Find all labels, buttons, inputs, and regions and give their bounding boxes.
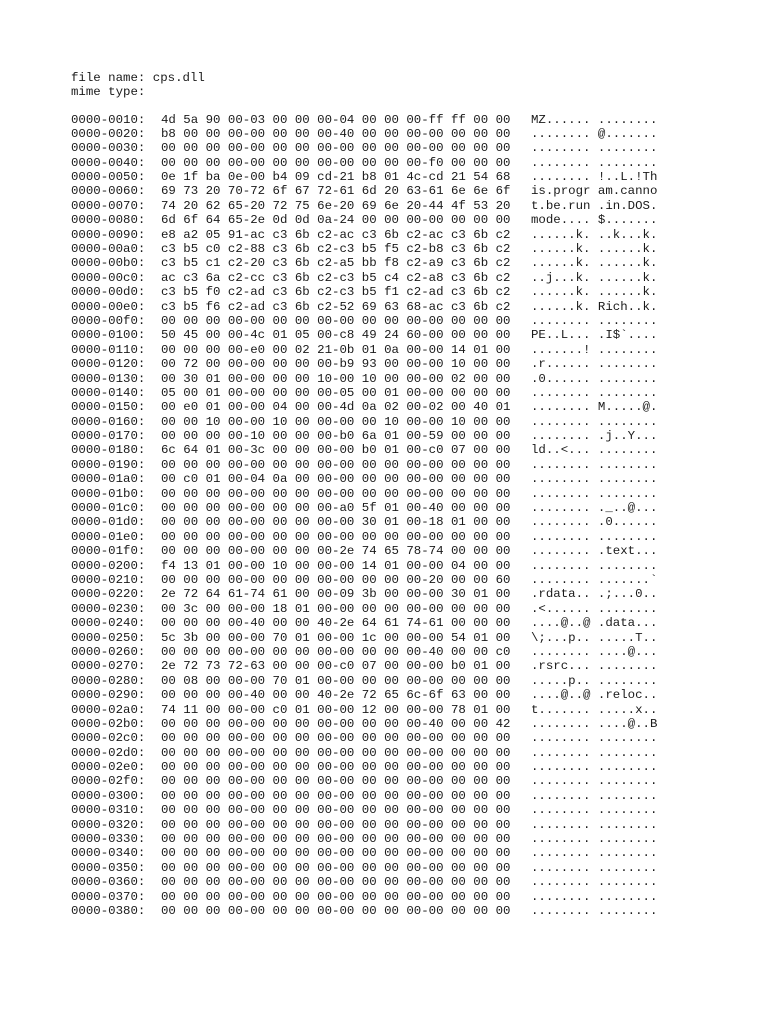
hex-offset: 0000-0180:: [71, 443, 146, 458]
hex-offset: 0000-0290:: [71, 688, 146, 703]
hex-row: [71, 271, 671, 285]
hex-row: [71, 631, 671, 645]
hex-bytes: 00 00 00 00-00 00 00 00-00 00 00 00-00 00 00 00: [161, 486, 511, 501]
hex-bytes: 00 00 00 00-00 00 00 00-00 30 01 00-18 01 00 00: [161, 515, 511, 530]
ascii-text: ........ ....@..B: [531, 716, 658, 731]
hex-row: [71, 616, 671, 630]
hex-bytes: 74 20 62 65-20 72 75 6e-20 69 6e 20-44 4f 53 20: [161, 198, 511, 213]
ascii-text: ........ ........: [531, 529, 658, 544]
hex-bytes: 00 00 00 00-00 00 00 00-00 00 00 00-00 00 00 00: [161, 875, 511, 890]
hex-offset: 0000-0010:: [71, 112, 146, 127]
hex-row: [71, 199, 671, 213]
hex-bytes: 00 00 00 00-00 00 00 00-00 00 00 00-00 00 00 00: [161, 457, 511, 472]
hex-row: [71, 875, 671, 889]
ascii-text: .r...... ........: [531, 357, 658, 372]
hex-bytes: 00 00 00 00-00 00 00 00-00 00 00 00-00 00 00 00: [161, 817, 511, 832]
ascii-text: ......k. ......k.: [531, 242, 658, 257]
ascii-text: ........ ........: [531, 155, 658, 170]
ascii-text: ........ ........: [531, 141, 658, 156]
hex-row: [71, 285, 671, 299]
hex-bytes: 50 45 00 00-4c 01 05 00-c8 49 24 60-00 00 00 00: [161, 328, 511, 343]
ascii-text: ........ ........: [531, 745, 658, 760]
hex-offset: 0000-0060:: [71, 184, 146, 199]
hex-bytes: 00 00 00 00-00 00 00 00-00 00 00 00-00 00 00 00: [161, 313, 511, 328]
ascii-text: .....p.. ........: [531, 673, 658, 688]
hex-bytes: 6d 6f 64 65-2e 0d 0d 0a-24 00 00 00-00 00 00 00: [161, 213, 511, 228]
hex-row: [71, 544, 671, 558]
ascii-text: ........ .0......: [531, 515, 658, 530]
hex-bytes: 00 00 00 00-00 00 00 00-00 00 00 00-00 00 00 00: [161, 903, 511, 918]
ascii-text: ........ .......`: [531, 573, 658, 587]
hex-offset: 0000-0300:: [71, 788, 146, 803]
hex-bytes: 00 00 00 00-00 00 00 00-00 00 00 00-00 00 00 00: [161, 745, 511, 760]
ascii-text: ........ @.......: [531, 126, 658, 141]
hex-bytes: 00 00 00 00-00 00 00 00-00 00 00 00-00 00 00 00: [161, 774, 511, 789]
ascii-text: ........ .j..Y...: [531, 429, 658, 444]
hex-row: [71, 703, 671, 717]
ascii-text: t.be.run .in.DOS.: [531, 198, 658, 213]
hex-row: [71, 300, 671, 314]
hex-offset: 0000-02e0:: [71, 760, 146, 775]
hex-row: [71, 832, 671, 846]
ascii-text: ........ ........: [531, 817, 658, 832]
hex-offset: 0000-0110:: [71, 342, 146, 357]
hex-offset: 0000-0220:: [71, 587, 146, 602]
ascii-text: ........ ........: [531, 313, 658, 328]
hex-bytes: 69 73 20 70-72 6f 67 72-61 6d 20 63-61 6e 6e 6f: [161, 184, 511, 199]
hex-row: [71, 904, 671, 918]
ascii-text: ........ ........: [531, 414, 658, 429]
ascii-text: ........ ........: [531, 803, 658, 818]
hex-row: [71, 587, 671, 601]
hex-row: [71, 861, 671, 875]
hex-offset: 0000-0090:: [71, 227, 146, 242]
hex-row: [71, 156, 671, 170]
hex-bytes: 00 00 00 00-40 00 00 40-2e 64 61 74-61 00 00 00: [161, 616, 511, 631]
hex-bytes: c3 b5 c0 c2-88 c3 6b c2-c3 b5 f5 c2-b8 c3 6b c2: [161, 242, 511, 257]
hex-row: [71, 415, 671, 429]
ascii-text: ......k. Rich..k.: [531, 299, 658, 314]
hex-row: [71, 717, 671, 731]
hex-row: [71, 184, 671, 198]
hex-row: [71, 688, 671, 702]
ascii-text: ........ ........: [531, 846, 658, 861]
hex-offset: 0000-0320:: [71, 817, 146, 832]
hex-row: [71, 113, 671, 127]
hex-offset: 0000-0140:: [71, 385, 146, 400]
ascii-text: ....@..@ .reloc..: [531, 688, 658, 703]
hex-row: [71, 846, 671, 860]
header-spacer: [71, 99, 671, 113]
hex-row: [71, 386, 671, 400]
hex-offset: 0000-02d0:: [71, 745, 146, 760]
hex-bytes: c3 b5 c1 c2-20 c3 6b c2-a5 bb f8 c2-a9 c3 6b c2: [161, 256, 511, 271]
ascii-text: ........ ........: [531, 832, 658, 847]
hex-offset: 0000-0230:: [71, 601, 146, 616]
hex-offset: 0000-01b0:: [71, 486, 146, 501]
hex-bytes: 00 00 00 00-40 00 00 40-2e 72 65 6c-6f 63 00 00: [161, 688, 511, 703]
ascii-text: .rsrc... ........: [531, 659, 658, 674]
hex-row: [71, 343, 671, 357]
hex-row: [71, 818, 671, 832]
hex-bytes: 00 e0 01 00-00 04 00 00-4d 0a 02 00-02 00 40 01: [161, 400, 511, 415]
hex-bytes: 00 00 00 00-00 00 00 00-2e 74 65 78-74 00 00 00: [161, 544, 511, 559]
hex-bytes: 00 00 00 00-00 00 00 00-00 00 00 00-00 00 00 00: [161, 860, 511, 875]
ascii-text: .......! ........: [531, 342, 658, 357]
hex-offset: 0000-02a0:: [71, 702, 146, 717]
hex-bytes: 00 00 00 00-00 00 00 00-00 00 00 00-00 00 00 00: [161, 788, 511, 803]
hex-row: [71, 674, 671, 688]
hex-row: [71, 357, 671, 371]
hex-row: [71, 746, 671, 760]
ascii-text: ........ ........: [531, 486, 658, 501]
hex-row: [71, 803, 671, 817]
hex-offset: 0000-02b0:: [71, 716, 146, 731]
hex-bytes: 00 00 00 00-00 00 00 00-00 00 00 00-00 00 00 00: [161, 889, 511, 904]
hex-offset: 0000-0310:: [71, 803, 146, 818]
hex-offset: 0000-0330:: [71, 832, 146, 847]
hex-row: [71, 472, 671, 486]
hex-bytes: 00 72 00 00-00 00 00 00-b9 93 00 00-00 10 00 00: [161, 357, 511, 372]
hex-bytes: 00 00 00 00-00 00 00 00-00 00 00 00-00 00 00 00: [161, 760, 511, 775]
ascii-text: ........ ........: [531, 385, 658, 400]
hex-offset: 0000-0080:: [71, 213, 146, 228]
ascii-text: \;...p.. .....T..: [531, 630, 658, 645]
ascii-text: ........ ........: [531, 457, 658, 472]
hex-bytes: 00 3c 00 00-00 18 01 00-00 00 00 00-00 00 00 00: [161, 601, 511, 616]
hex-row: [71, 645, 671, 659]
hex-offset: 0000-0280:: [71, 673, 146, 688]
hex-row: [71, 458, 671, 472]
hex-row: [71, 515, 671, 529]
hex-offset: 0000-0050:: [71, 170, 146, 185]
hex-row: [71, 242, 671, 256]
hex-row: [71, 573, 671, 587]
hex-bytes: ac c3 6a c2-cc c3 6b c2-c3 b5 c4 c2-a8 c3 6b c2: [161, 270, 511, 285]
hex-offset: 0000-0260:: [71, 644, 146, 659]
hex-offset: 0000-0270:: [71, 659, 146, 674]
ascii-text: t....... .....x..: [531, 702, 658, 717]
hex-row: [71, 372, 671, 386]
hex-offset: 0000-0150:: [71, 400, 146, 415]
hex-offset: 0000-01f0:: [71, 544, 146, 559]
ascii-text: .<...... ........: [531, 601, 658, 616]
hex-bytes: 00 00 00 00-00 00 00 00-00 00 00 00-00 00 00 00: [161, 731, 511, 746]
ascii-text: ........ ........: [531, 875, 658, 890]
hex-bytes: 00 00 00 00-00 00 00 00-00 00 00 00-00 00 00 00: [161, 803, 511, 818]
hex-offset: 0000-00e0:: [71, 299, 146, 314]
hex-offset: 0000-0340:: [71, 846, 146, 861]
hex-bytes: 00 00 00 00-00 00 00 00-a0 5f 01 00-40 00 00 00: [161, 501, 511, 516]
hex-offset: 0000-0130:: [71, 371, 146, 386]
hex-row: [71, 559, 671, 573]
hex-offset: 0000-0370:: [71, 889, 146, 904]
hex-dump: [71, 113, 671, 919]
ascii-text: .rdata.. .;...0..: [531, 587, 658, 602]
hex-bytes: 00 00 00 00-00 00 00 00-00 00 00 00-f0 00 00 00: [161, 155, 511, 170]
ascii-text: MZ...... ........: [531, 112, 658, 127]
hex-offset: 0000-0020:: [71, 126, 146, 141]
hex-dump-document: [71, 72, 671, 918]
hex-offset: 0000-0160:: [71, 414, 146, 429]
ascii-text: ........ !..L.!Th: [531, 170, 658, 185]
hex-offset: 0000-02f0:: [71, 774, 146, 789]
hex-row: [71, 789, 671, 803]
hex-row: [71, 760, 671, 774]
hex-offset: 0000-01a0:: [71, 472, 146, 487]
hex-offset: 0000-00b0:: [71, 256, 146, 271]
ascii-text: ........ ........: [531, 760, 658, 775]
hex-bytes: b8 00 00 00-00 00 00 00-40 00 00 00-00 00 00 00: [161, 126, 511, 141]
hex-bytes: 00 c0 01 00-04 0a 00 00-00 00 00 00-00 00 00 00: [161, 472, 511, 487]
ascii-text: ........ ........: [531, 788, 658, 803]
ascii-text: ........ ........: [531, 860, 658, 875]
ascii-text: ......k. ......k.: [531, 285, 658, 300]
hex-bytes: 74 11 00 00-00 c0 01 00-00 12 00 00-00 78 01 00: [161, 702, 511, 717]
hex-row: [71, 400, 671, 414]
hex-bytes: 00 00 10 00-00 10 00 00-00 00 10 00-00 10 00 00: [161, 414, 511, 429]
hex-row: [71, 487, 671, 501]
hex-offset: 0000-01e0:: [71, 529, 146, 544]
hex-row: [71, 328, 671, 342]
ascii-text: ..j...k. ......k.: [531, 270, 658, 285]
hex-bytes: c3 b5 f6 c2-ad c3 6b c2-52 69 63 68-ac c3 6b c2: [161, 299, 511, 314]
hex-row: [71, 602, 671, 616]
hex-bytes: 5c 3b 00 00-00 70 01 00-00 1c 00 00-00 54 01 00: [161, 630, 511, 645]
hex-bytes: 6c 64 01 00-3c 00 00 00-00 b0 01 00-c0 07 00 00: [161, 443, 511, 458]
hex-bytes: 00 00 00 00-10 00 00 00-b0 6a 01 00-59 00 00 00: [161, 429, 511, 444]
hex-bytes: e8 a2 05 91-ac c3 6b c2-ac c3 6b c2-ac c3 6b c2: [161, 227, 511, 242]
hex-bytes: 00 00 00 00-00 00 00 00-00 00 00 00-00 00 00 00: [161, 832, 511, 847]
hex-offset: 0000-01d0:: [71, 515, 146, 530]
hex-bytes: 4d 5a 90 00-03 00 00 00-04 00 00 00-ff ff 00 00: [161, 112, 511, 127]
hex-bytes: 2e 72 73 72-63 00 00 00-c0 07 00 00-00 b0 01 00: [161, 659, 511, 674]
hex-offset: 0000-0360:: [71, 875, 146, 890]
hex-row: [71, 890, 671, 904]
hex-bytes: 05 00 01 00-00 00 00 00-05 00 01 00-00 00 00 00: [161, 385, 511, 400]
hex-bytes: 00 00 00 00-00 00 00 00-00 00 00 00-20 00 00 60: [161, 573, 511, 587]
ascii-text: ......k. ..k...k.: [531, 227, 658, 242]
hex-offset: 0000-0030:: [71, 141, 146, 156]
hex-offset: 0000-0380:: [71, 903, 146, 918]
hex-offset: 0000-0240:: [71, 616, 146, 631]
ascii-text: ....@..@ .data...: [531, 616, 658, 631]
file-name-value: cps.dll: [152, 71, 205, 85]
ascii-text: ........ .text...: [531, 544, 658, 559]
hex-offset: 0000-0250:: [71, 630, 146, 645]
ascii-text: .0...... ........: [531, 371, 658, 386]
hex-bytes: c3 b5 f0 c2-ad c3 6b c2-c3 b5 f1 c2-ad c3 6b c2: [161, 285, 511, 300]
hex-row: [71, 731, 671, 745]
ascii-text: ........ ........: [531, 731, 658, 746]
hex-offset: 0000-00c0:: [71, 270, 146, 285]
file-name-label: file name:: [71, 71, 146, 85]
ascii-text: ........ ....@...: [531, 644, 658, 659]
hex-row: [71, 530, 671, 544]
hex-bytes: 00 00 00 00-00 00 00 00-00 00 00 00-00 00 00 00: [161, 529, 511, 544]
hex-bytes: 00 00 00 00-00 00 00 00-00 00 00 00-40 00 00 c0: [161, 644, 511, 659]
ascii-text: PE..L... .I$`....: [531, 328, 658, 343]
hex-bytes: 00 00 00 00-e0 00 02 21-0b 01 0a 00-00 14 01 00: [161, 342, 511, 357]
hex-row: [71, 228, 671, 242]
hex-row: [71, 256, 671, 270]
ascii-text: ......k. ......k.: [531, 256, 658, 271]
hex-offset: 0000-00f0:: [71, 313, 146, 328]
hex-row: [71, 314, 671, 328]
ascii-text: is.progr am.canno: [531, 184, 658, 199]
hex-offset: 0000-0170:: [71, 429, 146, 444]
hex-row: [71, 429, 671, 443]
hex-bytes: 00 30 01 00-00 00 00 10-00 10 00 00-00 02 00 00: [161, 371, 511, 386]
hex-offset: 0000-01c0:: [71, 501, 146, 516]
hex-bytes: 00 00 00 00-00 00 00 00-00 00 00 00-00 00 00 00: [161, 846, 511, 861]
hex-row: [71, 127, 671, 141]
ascii-text: ........ ........: [531, 903, 658, 918]
ascii-text: ........ ........: [531, 558, 658, 573]
hex-offset: 0000-0190:: [71, 457, 146, 472]
hex-offset: 0000-02c0:: [71, 731, 146, 746]
hex-offset: 0000-0070:: [71, 198, 146, 213]
ascii-text: ........ ........: [531, 774, 658, 789]
ascii-text: ld..<... ........: [531, 443, 658, 458]
hex-bytes: 00 00 00 00-00 00 00 00-00 00 00 00-40 00 00 42: [161, 716, 511, 731]
hex-offset: 0000-0120:: [71, 357, 146, 372]
hex-bytes: 00 08 00 00-00 70 01 00-00 00 00 00-00 00 00 00: [161, 673, 511, 688]
hex-bytes: 2e 72 64 61-74 61 00 00-09 3b 00 00-00 30 01 00: [161, 587, 511, 602]
hex-offset: 0000-0350:: [71, 860, 146, 875]
hex-row: [71, 659, 671, 673]
ascii-text: ........ M.....@.: [531, 400, 658, 415]
hex-row: [71, 501, 671, 515]
mime-type-label: mime type:: [71, 84, 146, 99]
ascii-text: mode.... $.......: [531, 213, 658, 228]
hex-row: [71, 443, 671, 457]
hex-bytes: 00 00 00 00-00 00 00 00-00 00 00 00-00 00 00 00: [161, 141, 511, 156]
file-name-line: [71, 72, 671, 86]
hex-offset: 0000-0040:: [71, 155, 146, 170]
ascii-text: ........ ........: [531, 472, 658, 487]
ascii-text: ........ ._..@...: [531, 501, 658, 516]
hex-bytes: 0e 1f ba 0e-00 b4 09 cd-21 b8 01 4c-cd 21 54 68: [161, 170, 511, 185]
hex-offset: 0000-0200:: [71, 558, 146, 573]
hex-row: [71, 774, 671, 788]
hex-bytes: f4 13 01 00-00 10 00 00-00 14 01 00-00 04 00 00: [161, 558, 511, 573]
hex-row: [71, 170, 671, 184]
hex-offset: 0000-00a0:: [71, 242, 146, 257]
hex-row: [71, 141, 671, 155]
hex-offset: 0000-00d0:: [71, 285, 146, 300]
mime-type-line: [71, 86, 671, 100]
hex-offset: 0000-0210:: [71, 573, 146, 587]
hex-offset: 0000-0100:: [71, 328, 146, 343]
hex-row: [71, 213, 671, 227]
ascii-text: ........ ........: [531, 889, 658, 904]
